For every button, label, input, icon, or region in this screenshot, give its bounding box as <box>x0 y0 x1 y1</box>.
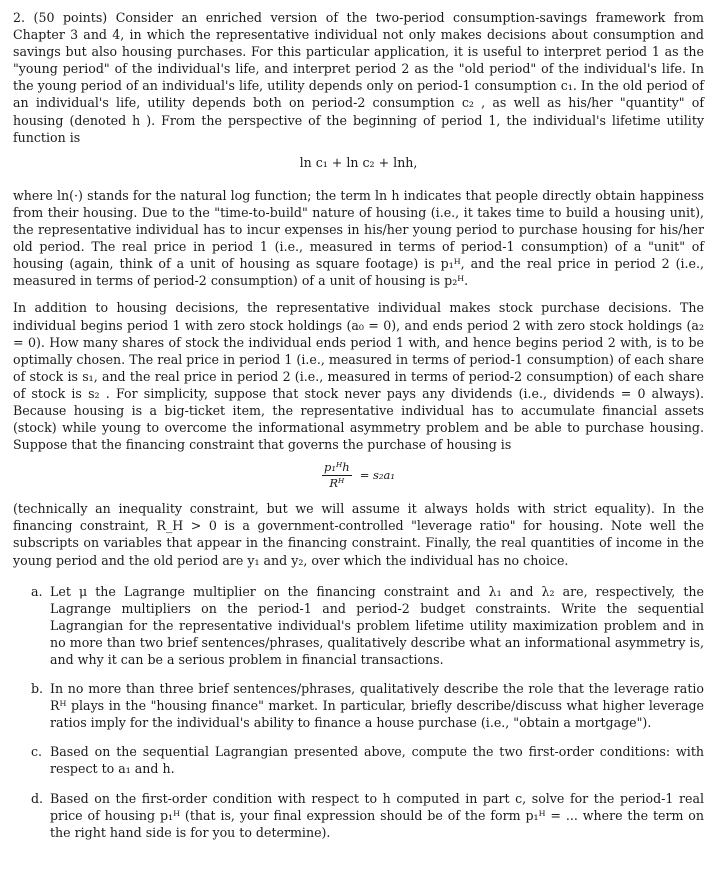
financing-constraint-equation <box>13 461 704 490</box>
housing-paragraph: where ln(·) stands for the natural log function; the term ln h indicates that people directly obtain happiness from their housing. Due to the "time-to-build" nature of housing (i.e., it takes time to build a housing unit), the representative individual has to incur expenses in his/her young period to purchase housing for his/her old period. The real price in period 1 (i.e., measured in terms of period-1 consumption) of a "unit" of housing (again, think of a unit of housing as square footage) is p₁ᴴ, and the real price in period 2 (i.e., measured in terms of period-2 consumption) of a unit of housing is p₂ᴴ. <box>13 187 704 289</box>
constraint-rhs: = s₂a₁ <box>359 468 395 483</box>
constraint-denominator: Rᴴ <box>329 476 345 491</box>
part-marker: b. <box>31 681 44 697</box>
question-part-b <box>31 680 704 731</box>
stock-paragraph: In addition to housing decisions, the representative individual makes stock purchase decisions. The individual begins period 1 with zero stock holdings (a₀ = 0), and ends period 2 with zero stock holdings (a₂ = 0). How many shares of stock the individual ends period 1 with, and hence begins period 2 with, is to be optimally chosen. The real price in period 1 (i.e., measured in terms of period-1 consumption) of each share of stock is s₁, and the real price in period 2 (i.e., measured in terms of period-2 consumption) of each share of stock is s₂ . For simplicity, suppose that stock never pays any dividends (i.e., dividends = 0 always). Because housing is a big-ticket item, the representative individual has to accumulate financial assets (stock) while young to overcome the informational asymmetry problem and be able to purchase housing. Suppose that the financing constraint that governs the purchase of housing is <box>13 300 704 453</box>
question-part-c <box>31 743 704 777</box>
part-marker: d. <box>31 790 44 806</box>
part-marker: c. <box>31 744 43 760</box>
part-text: In no more than three brief sentences/phrases, qualitatively describe the role that the leverage ratio Rᴴ plays in the "housing finance" market. In particular, briefly describe/discuss what higher leverage ratios imply for the individual's ability to finance a house purchase (i.e., "obtain a mortgage"). <box>50 681 704 731</box>
constraint-paragraph: (technically an inequality constraint, but we will assume it always holds with strict equality). In the financing constraint, R_H > 0 is a government-controlled "leverage ratio" for housing. Note well the subscripts on variables that appear in the financing constraint. Finally, the real quantities of income in the young period and the old period are y₁ and y₂, over which the individual has no choice. <box>13 501 704 568</box>
question-parts-list <box>13 583 704 841</box>
utility-equation: ln c₁ + ln c₂ + lnh, <box>299 154 418 170</box>
part-text: Let μ the Lagrange multiplier on the financing constraint and λ₁ and λ₂ are, respectively, the Lagrange multipliers on the period-1 and period-2 budget constraints. Write the sequential Lagrangian for the representative individual's problem lifetime utility maximization problem and in no more than two brief sentences/phrases, qualitatively describe what an informational asymmetry is, and why it can be a serious problem in financial transactions. <box>50 583 704 667</box>
problem-intro: 2. (50 points) Consider an enriched version of the two-period consumption-savings framework from Chapter 3 and 4, in which the representative individual not only makes decisions about consumption and savings but also housing purchases. For this particular application, it is useful to interpret period 1 as the "young period" of the individual's life, and interpret period 2 as the "old period" of the individual's life. In the young period of an individual's life, utility depends only on period-1 consumption c₁. In the old period of an individual's life, utility depends both on period-2 consumption c₂ , as well as his/her "quantity" of housing (denoted h ). From the perspective of the beginning of period 1, the individual's lifetime utility function is <box>13 10 704 145</box>
part-marker: a. <box>31 583 43 599</box>
constraint-numerator: p₁ᴴh <box>324 460 350 475</box>
question-part-a <box>31 583 704 668</box>
part-text: Based on the first-order condition with respect to h computed in part c, solve for the period-1 real price of housing p₁ᴴ (that is, your final expression should be of the form p₁ᴴ = ... where the term on the right hand side is for you to determine). <box>50 790 704 840</box>
question-part-d <box>31 790 704 841</box>
part-text: Based on the sequential Lagrangian presented above, compute the two first-order conditions: with respect to a₁ and h. <box>50 744 704 777</box>
constraint-fraction <box>322 461 352 490</box>
